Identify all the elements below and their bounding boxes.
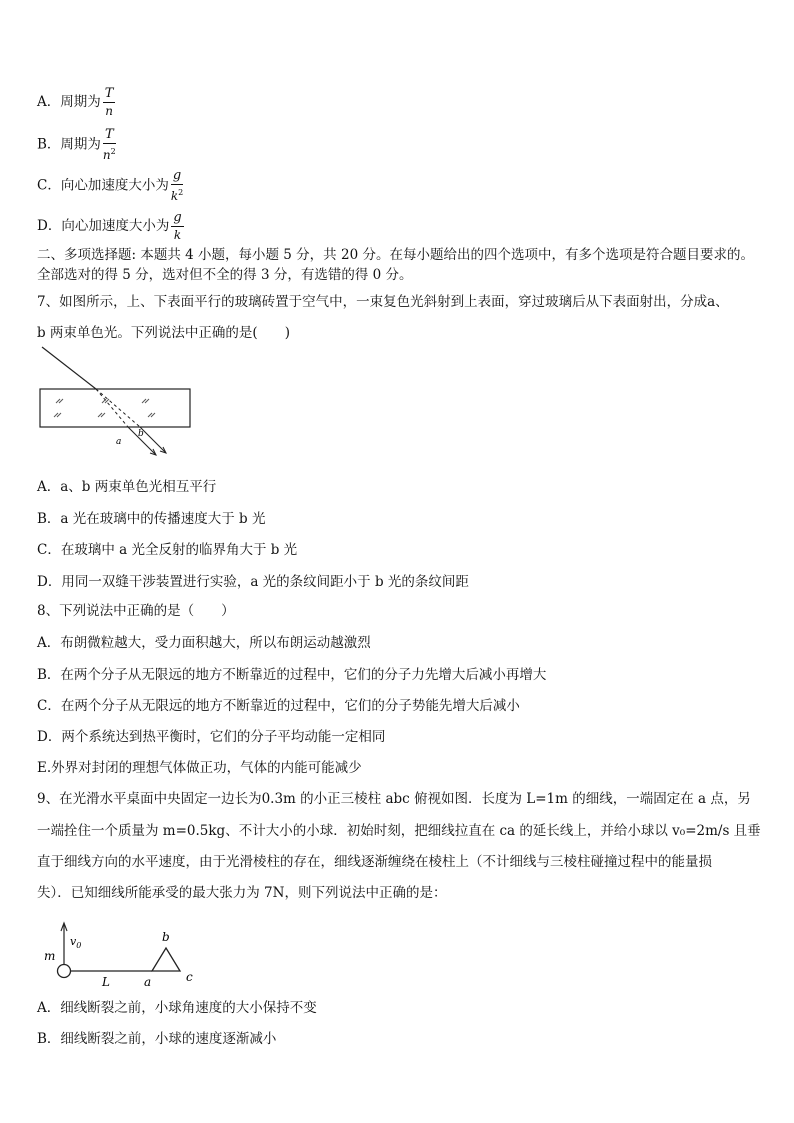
- glass-slab: [40, 389, 190, 427]
- q7-option-b: B．a 光在玻璃中的传播速度大于 b 光: [37, 511, 266, 527]
- q9-option-b: B．细线断裂之前，小球的速度逐渐减小: [37, 1031, 277, 1047]
- q7-option-a: A．a、b 两束单色光相互平行: [37, 479, 217, 495]
- numerator: g: [171, 168, 183, 185]
- ball: [58, 965, 71, 978]
- incident-ray: [42, 347, 96, 389]
- label-b: b: [138, 429, 144, 439]
- q9-stem-line3: 直于细线方向的水平速度，由于光滑棱柱的存在，细线逐渐缠绕在棱柱上（不计细线与三棱柱碰撞过程中的能量损: [37, 854, 712, 870]
- fraction: [103, 127, 116, 163]
- q6-option-b: [37, 127, 116, 163]
- denominator-base: k: [170, 189, 179, 203]
- label-L: L: [102, 975, 110, 989]
- denominator: [171, 227, 183, 243]
- label-b: b: [162, 930, 170, 944]
- q8-option-a: A．布朗微粒越大，受力面积越大，所以布朗运动越激烈: [37, 635, 371, 651]
- label-c: c: [186, 970, 193, 984]
- q8-option-b: B．在两个分子从无限远的地方不断靠近的过程中，它们的分子力先增大后减小再增大: [37, 667, 547, 683]
- label-v0: $v_0$: [70, 935, 82, 950]
- q7-glass-slab-figure: [30, 345, 190, 470]
- q6-option-d: [37, 210, 184, 243]
- q8-stem: 8、下列说法中正确的是（ ）: [37, 603, 235, 619]
- q8-option-e: E.外界对封闭的理想气体做正功，气体的内能可能减少: [37, 760, 362, 776]
- denominator: [171, 185, 183, 204]
- numerator: T: [103, 127, 116, 144]
- q6-option-c: [37, 168, 183, 204]
- numerator: g: [173, 210, 182, 225]
- q7-stem-line1: 7、如图所示，上、下表面平行的玻璃砖置于空气中，一束复色光斜射到上表面，穿过玻璃后从下表面射出，分成a、: [37, 294, 729, 310]
- denominator-base: n: [102, 148, 111, 162]
- q7-option-c: C．在玻璃中 a 光全反射的临界角大于 b 光: [37, 542, 298, 558]
- denominator-base: k: [173, 228, 182, 242]
- q7-option-d: D．用同一双缝干涉装置进行实验，a 光的条纹间距小于 b 光的条纹间距: [37, 574, 469, 590]
- fraction: [171, 210, 183, 243]
- q6-option-a: [37, 86, 115, 119]
- section-header-line2: 全部选对的得 5 分，选对但不全的得 3 分，有选错的得 0 分。: [37, 267, 413, 283]
- option-label: C．向心加速度大小为: [37, 177, 169, 194]
- fraction: [171, 168, 183, 204]
- q9-stem-line4: 失）．已知细线所能承受的最大张力为 7N，则下列说法中正确的是：: [37, 885, 447, 901]
- section-header-line1: 二、多项选择题: 本题共 4 小题，每小题 5 分，共 20 分。在每小题给出的四个选项中，有多个选项是符合题目要求的。: [37, 247, 754, 263]
- option-label: D．向心加速度大小为: [37, 218, 170, 234]
- label-a: a: [144, 975, 152, 989]
- glass-hatch-marks: [54, 399, 155, 417]
- fraction: [103, 86, 116, 119]
- denominator: [103, 144, 116, 163]
- q9-stem-line1: 9、在光滑水平桌面中央固定一边长为0.3m 的小正三棱柱 abc 俯视如图．长度为 L=1m 的细线，一端固定在 a 点，另: [37, 791, 751, 807]
- q8-option-c: C．在两个分子从无限远的地方不断靠近的过程中，它们的分子势能先增大后减小: [37, 698, 520, 714]
- numerator: T: [104, 86, 114, 101]
- q9-prism-figure: [40, 915, 210, 995]
- refracted-ray-a: [96, 389, 128, 427]
- option-label: B．周期为: [37, 136, 101, 153]
- denominator: [103, 103, 116, 119]
- denominator-base: n: [105, 104, 113, 118]
- q9-stem-line2: 一端拴住一个质量为 m=0.5kg、不计大小的小球．初始时刻，把细线拉直在 ca 的延长线上，并给小球以 v₀=2m/s 且垂: [37, 823, 761, 839]
- label-m: m: [44, 949, 56, 963]
- label-a: a: [116, 437, 122, 447]
- exponent: 2: [110, 147, 116, 156]
- exponent: 2: [178, 188, 184, 197]
- option-label: A．周期为: [37, 94, 101, 110]
- q7-stem-line2: b 两束单色光。下列说法中正确的是( ): [37, 325, 290, 341]
- refracted-ray-b: [96, 389, 140, 427]
- q9-option-a: A．细线断裂之前，小球角速度的大小保持不变: [37, 1000, 317, 1016]
- q8-option-d: D．两个系统达到热平衡时，它们的分子平均动能一定相同: [37, 729, 386, 745]
- triangle-prism: [152, 948, 180, 971]
